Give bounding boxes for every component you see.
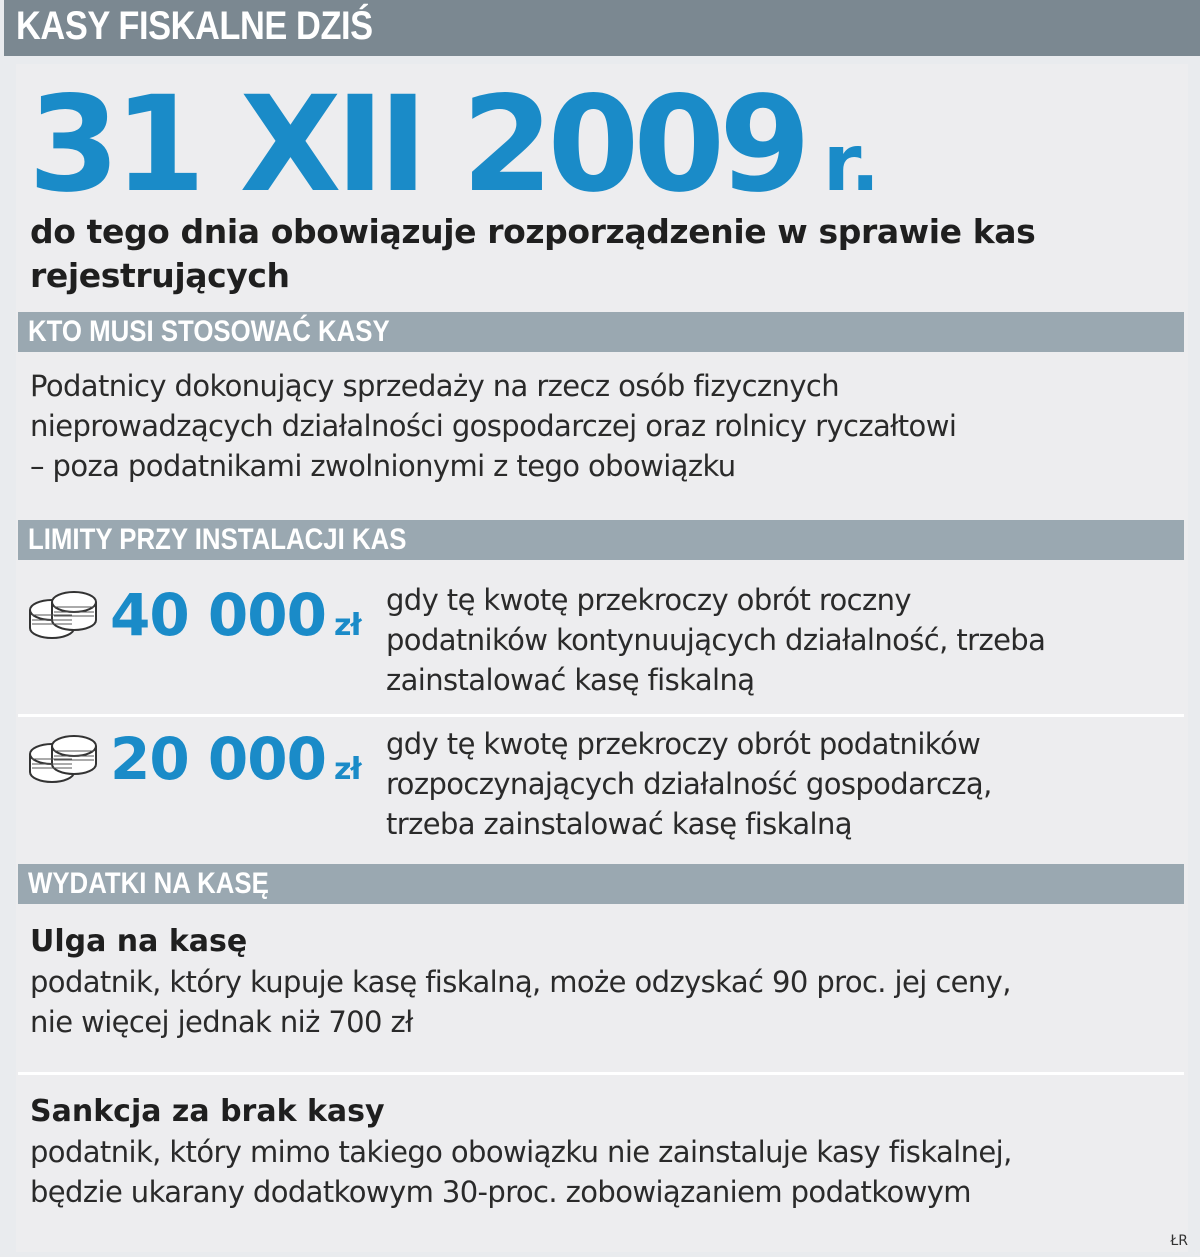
title-bar bbox=[4, 0, 1200, 56]
relief-text bbox=[30, 962, 1011, 1042]
text-line: zainstalować kasę fiskalną bbox=[386, 663, 755, 697]
limit-amount bbox=[110, 580, 361, 661]
section-heading: KTO MUSI STOSOWAĆ KASY bbox=[28, 315, 390, 348]
section-header-who bbox=[18, 312, 1184, 352]
author-credit: ŁR bbox=[1170, 1233, 1188, 1249]
section-heading: LIMITY PRZY INSTALACJI KAS bbox=[28, 523, 407, 556]
amount-value: 40 000 bbox=[110, 581, 326, 649]
amount-value: 20 000 bbox=[110, 725, 326, 793]
amount-unit: zł bbox=[333, 608, 361, 643]
text-line: – poza podatnikami zwolnionymi z tego obowiązku bbox=[30, 449, 736, 483]
section-header-limits bbox=[18, 520, 1184, 560]
text-line: podatnik, który kupuje kasę fiskalną, może odzyskać 90 proc. jej ceny, bbox=[30, 965, 1011, 999]
section-header-expenses bbox=[18, 864, 1184, 904]
limit-amount bbox=[110, 724, 361, 805]
text-line: rozpoczynających działalność gospodarczą, bbox=[386, 767, 992, 801]
deadline-description: do tego dnia obowiązuje rozporządzenie w sprawie kas rejestrujących bbox=[30, 212, 1036, 295]
text-line: będzie ukarany dodatkowym 30-proc. zobowiązaniem podatkowym bbox=[30, 1175, 971, 1209]
limit-description bbox=[386, 580, 1186, 700]
text-line: nie więcej jednak niż 700 zł bbox=[30, 1005, 413, 1039]
page-title: KASY FISKALNE DZIŚ bbox=[16, 4, 373, 48]
text-line: gdy tę kwotę przekroczy obrót roczny bbox=[386, 583, 911, 617]
text-line: podatnik, który mimo takiego obowiązku nie zainstaluje kasy fiskalnej, bbox=[30, 1135, 1012, 1169]
limit-description bbox=[386, 724, 1186, 844]
coins-icon bbox=[26, 588, 100, 644]
text-line: gdy tę kwotę przekroczy obrót podatników bbox=[386, 727, 981, 761]
section-heading: WYDATKI NA KASĘ bbox=[28, 867, 269, 900]
who-text bbox=[30, 366, 956, 486]
text-line: podatników kontynuujących działalność, trzeba bbox=[386, 623, 1046, 657]
relief-title: Ulga na kasę bbox=[30, 924, 248, 959]
sanction-title: Sankcja za brak kasy bbox=[30, 1094, 385, 1129]
deadline-date-value: 31 XII 2009 bbox=[28, 68, 805, 222]
amount-unit: zł bbox=[333, 752, 361, 787]
text-line: nieprowadzących działalności gospodarczej oraz rolnicy ryczałtowi bbox=[30, 409, 957, 443]
deadline-date-suffix: r. bbox=[822, 119, 880, 209]
divider bbox=[18, 714, 1184, 717]
divider bbox=[18, 1072, 1184, 1075]
coins-icon bbox=[26, 732, 100, 788]
text-line: trzeba zainstalować kasę fiskalną bbox=[386, 807, 852, 841]
text-line: Podatnicy dokonujący sprzedaży na rzecz osób fizycznych bbox=[30, 369, 840, 403]
sanction-text bbox=[30, 1132, 1012, 1212]
